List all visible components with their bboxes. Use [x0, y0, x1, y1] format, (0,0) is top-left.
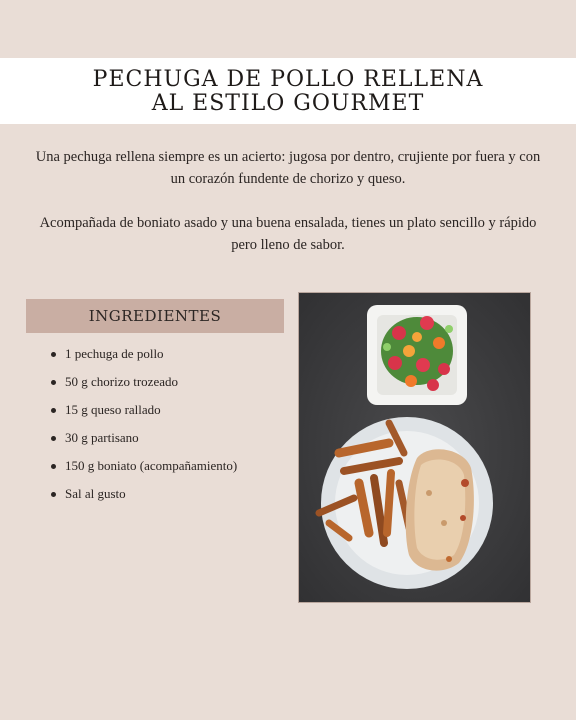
list-item: 50 g chorizo trozeado — [50, 372, 237, 400]
bullet-icon — [51, 380, 56, 385]
ingredients-heading-label: INGREDIENTES — [88, 307, 222, 325]
list-item: 15 g queso rallado — [50, 400, 237, 428]
intro-paragraph-1: Una pechuga rellena siempre es un acierto: jugosa por dentro, crujiente por fuera y con un corazón fundente de chorizo y queso. — [35, 149, 541, 187]
intro-paragraph-2: Acompañada de boniato asado y una buena ensalada, tienes un plato sencillo y rápido pero lleno de sabor. — [39, 215, 537, 253]
dish-photo — [298, 292, 531, 603]
bullet-icon — [51, 464, 56, 469]
list-item: 150 g boniato (acompañamiento) — [50, 456, 237, 484]
salad-bowl — [367, 305, 467, 405]
title-line-2: AL ESTILO GOURMET — [151, 91, 425, 116]
bullet-icon — [51, 492, 56, 497]
bullet-icon — [51, 408, 56, 413]
dish-illustration — [299, 293, 531, 603]
ingredients-list — [50, 344, 237, 512]
stuffed-chicken — [406, 449, 474, 570]
list-item: Sal al gusto — [50, 484, 237, 512]
list-item: 1 pechuga de pollo — [50, 344, 237, 372]
page-title — [0, 68, 576, 116]
intro-text — [30, 146, 546, 256]
list-item: 30 g partisano — [50, 428, 237, 456]
title-line-1: PECHUGA DE POLLO RELLENA — [92, 67, 484, 92]
bullet-icon — [51, 436, 56, 441]
bullet-icon — [51, 352, 56, 357]
ingredients-heading — [26, 299, 284, 333]
